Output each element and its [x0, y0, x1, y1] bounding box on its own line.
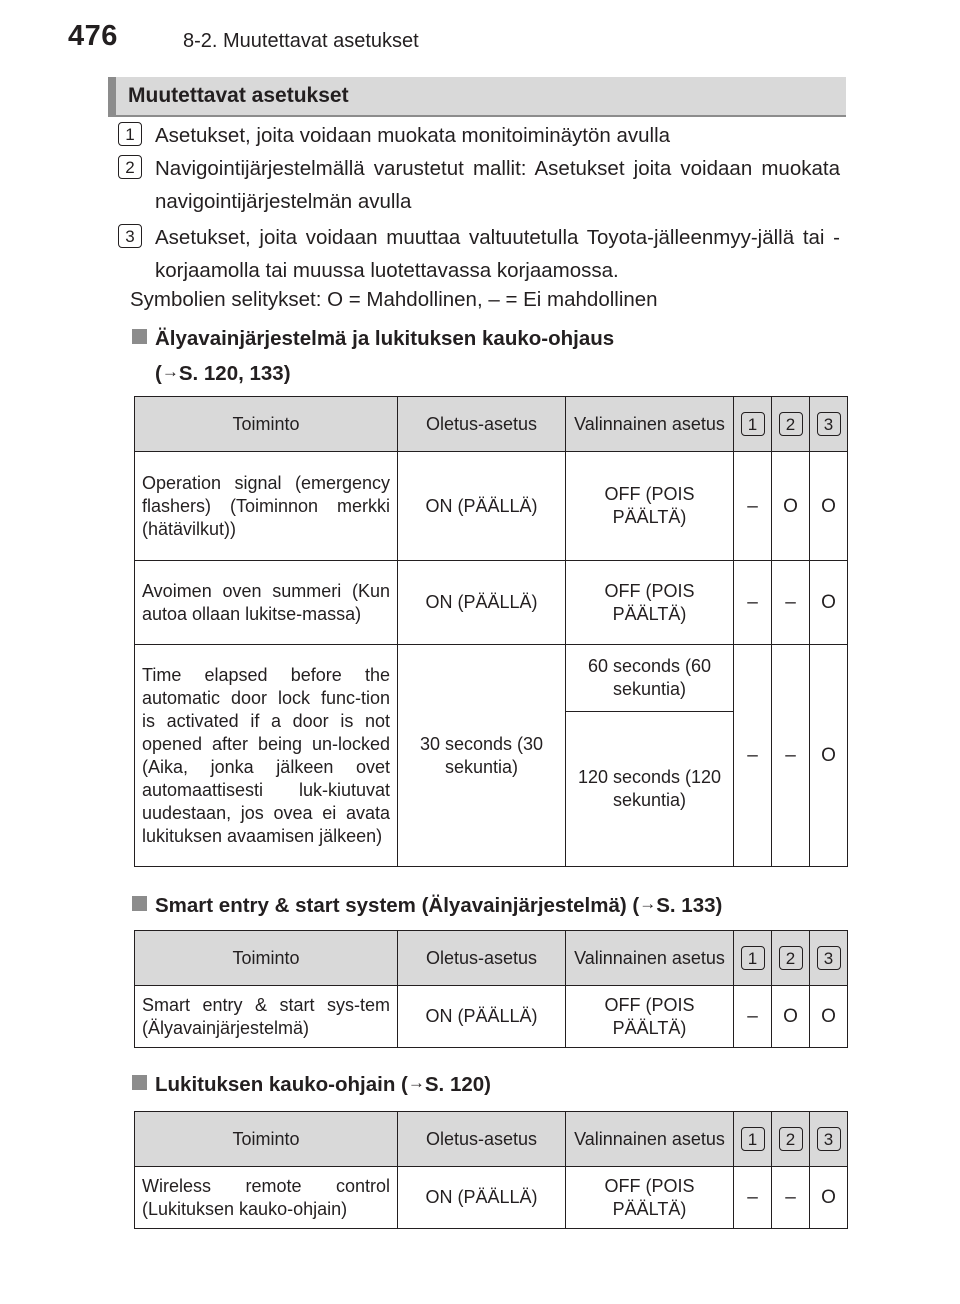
- table-row: [135, 1167, 848, 1229]
- function-cell: Avoimen oven summeri (Kun autoa ollaan lukitse-massa): [135, 561, 398, 645]
- column-header: Oletus-asetus: [398, 1112, 566, 1167]
- mark-cell: –: [772, 645, 810, 867]
- column-header: Valinnainen asetus: [566, 931, 734, 986]
- custom-cell: 120 seconds (120 sekuntia): [566, 712, 734, 867]
- number-badge-1: 1: [741, 1127, 765, 1151]
- table-row: [135, 986, 848, 1048]
- mark-cell: –: [734, 986, 772, 1048]
- list-item: [118, 221, 840, 287]
- number-badge-3: 3: [817, 1127, 841, 1151]
- settings-table: [134, 396, 848, 867]
- subsection-heading: Lukituksen kauko-ohjain (→S. 120): [132, 1066, 491, 1101]
- section-divider: [108, 115, 846, 117]
- table-header-row: [135, 1112, 848, 1167]
- settings-table: [134, 930, 848, 1048]
- arrow-right-icon: →: [639, 894, 657, 913]
- number-badge-3: 3: [817, 946, 841, 970]
- column-header: Oletus-asetus: [398, 931, 566, 986]
- default-cell: ON (PÄÄLLÄ): [398, 1167, 566, 1229]
- arrow-right-icon: →: [161, 362, 179, 381]
- mark-cell: O: [810, 452, 848, 561]
- arrow-right-icon: →: [407, 1073, 425, 1092]
- list-item: [118, 119, 840, 152]
- table-header-row: [135, 931, 848, 986]
- function-cell: Operation signal (emergency flashers) (Toiminnon merkki (hätävilkut)): [135, 452, 398, 561]
- subsection-heading: Älyavainjärjestelmä ja lukituksen kauko-ohjaus (→S. 120, 133): [132, 322, 614, 390]
- list-item-text: Navigointijärjestelmällä varustetut mallit: Asetukset joita voidaan muokata navigointijärjestelmän avulla: [155, 157, 840, 213]
- mark-cell: O: [810, 645, 848, 867]
- chapter-title: 8-2. Muutettavat asetukset: [183, 30, 419, 52]
- mark-cell: O: [772, 452, 810, 561]
- table-row: [135, 452, 848, 561]
- settings-table: [134, 1111, 848, 1229]
- square-bullet-icon: [132, 1075, 147, 1090]
- subsection-heading: Smart entry & start system (Älyavainjärjestelmä) (→S. 133): [132, 887, 722, 922]
- function-cell: Smart entry & start sys-tem (Älyavainjärjestelmä): [135, 986, 398, 1048]
- table-header-row: [135, 397, 848, 452]
- custom-cell: OFF (POIS PÄÄLTÄ): [566, 1167, 734, 1229]
- default-cell: 30 seconds (30 sekuntia): [398, 645, 566, 867]
- square-bullet-icon: [132, 329, 147, 344]
- number-badge-2: 2: [118, 155, 142, 179]
- number-badge-1: 1: [741, 412, 765, 436]
- mark-cell: O: [810, 986, 848, 1048]
- mark-cell: –: [772, 1167, 810, 1229]
- number-badge-2: 2: [779, 1127, 803, 1151]
- number-badge-3: 3: [118, 224, 142, 248]
- section-title: Muutettavat asetukset: [128, 84, 349, 107]
- number-badge-1: 1: [118, 122, 142, 146]
- custom-cell: 60 seconds (60 sekuntia): [566, 645, 734, 712]
- default-cell: ON (PÄÄLLÄ): [398, 561, 566, 645]
- column-header: Valinnainen asetus: [566, 1112, 734, 1167]
- function-cell: Wireless remote control (Lukituksen kauko-ohjain): [135, 1167, 398, 1229]
- column-header: Valinnainen asetus: [566, 397, 734, 452]
- page-number: 476: [68, 20, 118, 52]
- mark-cell: –: [734, 645, 772, 867]
- mark-cell: –: [734, 561, 772, 645]
- column-header: Toiminto: [135, 931, 398, 986]
- table-row: [135, 561, 848, 645]
- default-cell: ON (PÄÄLLÄ): [398, 986, 566, 1048]
- mark-cell: O: [810, 561, 848, 645]
- custom-cell: OFF (POIS PÄÄLTÄ): [566, 452, 734, 561]
- number-badge-3: 3: [817, 412, 841, 436]
- column-header: Toiminto: [135, 1112, 398, 1167]
- number-badge-2: 2: [779, 946, 803, 970]
- mark-cell: –: [772, 561, 810, 645]
- list-item: [118, 152, 840, 218]
- default-cell: ON (PÄÄLLÄ): [398, 452, 566, 561]
- list-item-text: Asetukset, joita voidaan muuttaa valtuutetulla Toyota-jälleenmyy-jällä tai -korjaamolla tai muussa luotettavassa korjaamossa.: [155, 226, 840, 282]
- mark-cell: –: [734, 1167, 772, 1229]
- number-badge-2: 2: [779, 412, 803, 436]
- custom-cell: OFF (POIS PÄÄLTÄ): [566, 561, 734, 645]
- symbol-legend: Symbolien selitykset: O = Mahdollinen, – = Ei mahdollinen: [130, 288, 658, 311]
- function-cell: Time elapsed before the automatic door lock func-tion is activated if a door is not opened after being un-locked (Aika, jonka jälkeen ovet automaattisesti luk-kiutuvat uudestaan, jos ovea ei avata lukituksen avaamisen jälkeen): [135, 645, 398, 867]
- column-header: Oletus-asetus: [398, 397, 566, 452]
- mark-cell: O: [772, 986, 810, 1048]
- list-item-text: Asetukset, joita voidaan muokata monitoiminäytön avulla: [155, 124, 671, 147]
- column-header: Toiminto: [135, 397, 398, 452]
- square-bullet-icon: [132, 896, 147, 911]
- mark-cell: O: [810, 1167, 848, 1229]
- table-row: [135, 645, 848, 712]
- number-badge-1: 1: [741, 946, 765, 970]
- mark-cell: –: [734, 452, 772, 561]
- custom-cell: OFF (POIS PÄÄLTÄ): [566, 986, 734, 1048]
